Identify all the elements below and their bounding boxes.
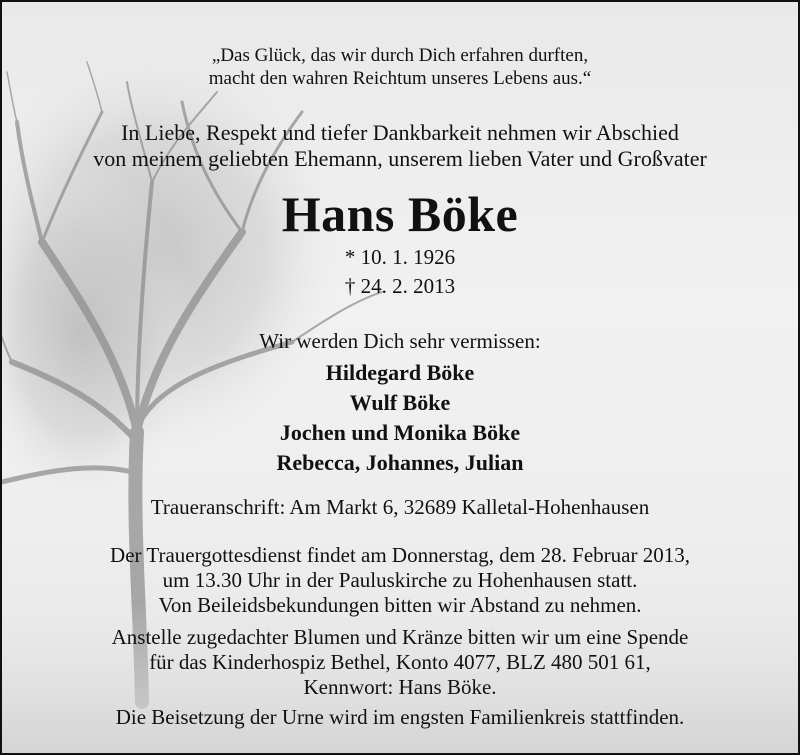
mourner-name: Wulf Böke bbox=[349, 390, 451, 415]
donation-line-3: Kennwort: Hans Böke. bbox=[303, 675, 497, 699]
death-date: † 24. 2. 2013 bbox=[344, 274, 456, 298]
intro-line-1: In Liebe, Respekt und tiefer Dankbarkeit nehmen wir Abschied bbox=[121, 120, 679, 145]
donation-line-2: für das Kinderhospiz Bethel, Konto 4077, BLZ 480 501 61, bbox=[149, 650, 651, 674]
intro-line-2: von meinem geliebten Ehemann, unserem lieben Vater und Großvater bbox=[93, 146, 707, 171]
birth-date: * 10. 1. 1926 bbox=[344, 245, 456, 269]
quote-line-1: „Das Glück, das wir durch Dich erfahren durften, bbox=[211, 45, 589, 66]
mourner-name: Jochen und Monika Böke bbox=[279, 420, 521, 445]
mourning-address: Traueranschrift: Am Markt 6, 32689 Kalletal-Hohenhausen bbox=[150, 495, 650, 519]
quote-line-2: macht den wahren Reichtum unseres Lebens aus.“ bbox=[208, 68, 592, 89]
service-line-3: Von Beileidsbekundungen bitten wir Abstand zu nehmen. bbox=[158, 593, 642, 617]
mourner-name: Hildegard Böke bbox=[325, 360, 475, 385]
mourner-name: Rebecca, Johannes, Julian bbox=[276, 450, 524, 475]
donation-line-1: Anstelle zugedachter Blumen und Kränze bitten wir um eine Spende bbox=[111, 625, 689, 649]
service-line-2: um 13.30 Uhr in der Pauluskirche zu Hohenhausen statt. bbox=[162, 568, 638, 592]
deceased-name: Hans Böke bbox=[281, 186, 519, 242]
burial-line: Die Beisetzung der Urne wird im engsten Familienkreis stattfinden. bbox=[115, 705, 685, 729]
miss-line: Wir werden Dich sehr vermissen: bbox=[259, 329, 541, 353]
service-line-1: Der Trauergottesdienst findet am Donnerstag, dem 28. Februar 2013, bbox=[110, 543, 690, 567]
